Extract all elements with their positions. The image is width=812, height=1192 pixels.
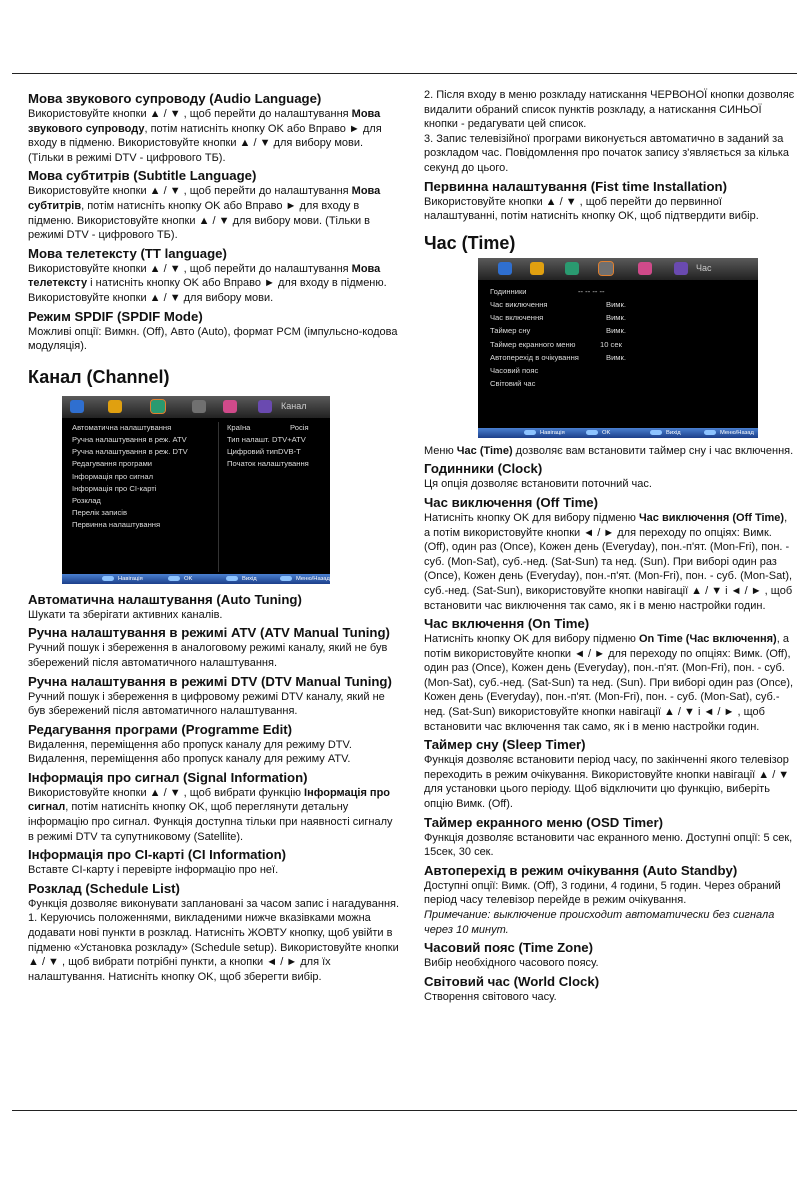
time-menu-screenshot xyxy=(478,258,758,438)
auto-standby-heading: Автоперехід в режим очікування (Auto Standby) xyxy=(424,862,738,878)
menu-title: Канал xyxy=(281,400,307,411)
on-time-heading: Час включення (On Time) xyxy=(424,616,590,632)
signal-info-text: Використовуйте кнопки ▲ / ▼ , щоб вибрати функцію Інформація про сигнал, потім натисніть кнопку OK, щоб переглянути детальну інформацію про сигнал. Функція доступна тільки при наявності сигналу в режимі DTV та супутниковому (Satellite). xyxy=(28,786,393,843)
auto-tuning-heading: Автоматична налаштування (Auto Tuning) xyxy=(28,591,302,607)
menu-item: Первинна налаштування xyxy=(72,519,161,529)
spdif-heading: Режим SPDIF (SPDIF Mode) xyxy=(28,308,203,324)
channel-icon xyxy=(151,400,165,413)
channel-heading: Канал (Channel) xyxy=(28,366,170,387)
schedule-text: Функція дозволяє виконувати заплановані за часом запис і нагадування. xyxy=(28,897,400,910)
programme-edit-heading: Редагування програми (Programme Edit) xyxy=(28,721,293,737)
schedule-text-3: 3. Запис телевізійної програми виконується автоматично в заданий за розкладом час. Повідомлення про початок запису з'являється за кілька секунд до цього. xyxy=(424,132,790,174)
world-clock-text: Створення світового часу. xyxy=(424,990,557,1003)
menu-item: Часовий пояс xyxy=(490,365,539,375)
audio-language-text: Використовуйте кнопки ▲ / ▼ , щоб перейти до налаштування Мова звукового супроводу, потім натисніть кнопку OK або Вправо ► для входу в підменю. Використовуйте кнопки ▲ / ▼ для вибору мови. (Тільки в режимі DTV - цифрового ТБ). xyxy=(28,108,382,164)
clock-text: Ця опція дозволяє встановити поточний час. xyxy=(424,478,652,491)
atv-tuning-text: Ручний пошук і збереження в аналоговому режимі каналу, який не був збережений після автоматичного налаштування. xyxy=(28,642,388,669)
time-heading: Час (Time) xyxy=(424,232,516,253)
subtitle-language-heading: Мова субтитрів (Subtitle Language) xyxy=(28,168,257,184)
off-time-text: Натисніть кнопку OK для вибору підменю Час виключення (Off Time), а потім використовуйте кнопки ◄ / ► для переходу по опціях: Вимк. (Off), один раз (Once), Кожен день (Everyday), пон.-п'ят. (Mon-Fri), пон. - суб. (Mon-Sat), суб.-нед. (Sat-Sun) та нед. (Sun). При виборі один раз (Once), Кожен день (Everyday), пон.-п'ят. (Mon-Fri), пон. - суб. (Mon-Sat), суб.-нед. (Sat-Sun), використовуйте кнопки навігації ▲ / ▼ і ◄ / ► , щоб встановити час виключення так само, як і в меню настройки годин. xyxy=(424,511,793,612)
tv-icon xyxy=(70,400,84,413)
time-menu-text: Меню Час (Time) дозволяє вам встановити таймер сну і час включення. xyxy=(424,444,794,457)
menu-value: -- -- -- -- xyxy=(578,286,605,296)
menu-item: Таймер сну xyxy=(490,325,531,335)
tt-language-heading: Мова телетексту (TT language) xyxy=(28,245,227,261)
nav-label: Навігація xyxy=(102,574,143,584)
setup-icon xyxy=(674,262,688,275)
auto-tuning-text: Шукати та зберігати активних каналів. xyxy=(28,608,223,621)
menu-item: Час виключення xyxy=(490,299,548,309)
menu-nav-bar xyxy=(478,428,758,438)
ok-label: OK xyxy=(168,574,192,584)
sleep-timer-text: Функція дозволяє встановити період часу, по закінченні якого телевізор переходить в режим очікування. Використовуйте кнопки навігації ▲ / ▼ для установки цього періоду. Щоб відключити цю функцію, виберіть опцію Вимк. (Off). xyxy=(424,754,790,811)
menu-item: Таймер екранного меню xyxy=(490,339,576,349)
off-time-heading: Час виключення (Off Time) xyxy=(424,494,599,510)
spdif-text: Можливі опції: Вимкн. (Off), Авто (Auto), формат PCM (імпульсно-кодова модуляція). xyxy=(28,325,398,353)
menu-item: Світовий час xyxy=(490,378,536,388)
menu-setting-value: Росія xyxy=(290,422,309,432)
menu-icon-bar xyxy=(62,396,330,418)
schedule-heading: Розклад (Schedule List) xyxy=(28,880,180,896)
menu-title: Час xyxy=(696,262,712,273)
menu-setting-label: Цифровий тип xyxy=(227,446,279,456)
right-column xyxy=(424,88,796,1004)
lock-icon xyxy=(223,400,237,413)
ci-info-heading: Інформація про CI-карті (CI Information) xyxy=(28,847,287,863)
menu-setting-label: Тип налашт. xyxy=(227,434,270,444)
menu-item: Інформація про сигнал xyxy=(72,471,154,481)
channel-menu-screenshot xyxy=(62,396,330,584)
audio-language-heading: Мова звукового супроводу (Audio Language) xyxy=(28,91,322,106)
time-icon xyxy=(192,400,206,413)
menu-value: 10 сек xyxy=(600,339,622,349)
menu-item: Час включення xyxy=(490,312,544,322)
setup-icon xyxy=(258,400,272,413)
menu-item: Годинники xyxy=(490,286,527,296)
top-rule xyxy=(12,73,797,74)
clock-heading: Годинники (Clock) xyxy=(424,461,543,477)
auto-standby-text: Доступні опції: Вимк. (Off), 3 години, 4 години, 5 годин. Через обраний період часу телевізор перейде в режим очікування. xyxy=(424,879,781,907)
back-label: Меню/Назад xyxy=(704,428,754,438)
world-clock-heading: Світовий час (World Clock) xyxy=(424,973,600,989)
schedule-text-1: 1. Керуючись положеннями, викладеними нижче вказівками можна додавати нові пункти в розклад. Натисніть ЖОВТУ кнопку, щоб увійти в підменю «Установка розкладу» (Schedule setup). Використовуйте кнопки ▲ / ▼ , щоб вибрати потрібні пункти, а кнопки ◄ / ► для їх налаштування. Натисніть кнопку OK, щоб зберегти вибір. xyxy=(28,912,399,983)
menu-item: Ручна налаштування в реж. ATV xyxy=(72,434,187,444)
ok-label: OK xyxy=(586,428,610,438)
ci-info-text: Вставте CI-карту і перевірте інформацію про неї. xyxy=(28,864,279,877)
menu-setting-value: DVB-T xyxy=(278,446,301,456)
signal-info-heading: Інформація про сигнал (Signal Information) xyxy=(28,769,308,785)
menu-item: Ручна налаштування в реж. DTV xyxy=(72,446,188,456)
first-install-text: Використовуйте кнопки ▲ / ▼ , щоб перейти до первинної налаштуванні, потім натисніть кнопку OK, щоб підтвердити вибір. xyxy=(424,195,759,223)
left-column xyxy=(28,88,400,984)
sound-icon xyxy=(108,400,122,413)
sound-icon xyxy=(530,262,544,275)
menu-item: Розклад xyxy=(72,495,101,505)
on-time-text: Натисніть кнопку OK для вибору підменю On Time (Час включення), а потім використовуйте кнопки ◄ / ► для переходу по опціях: Вимк. (Off), один раз (Once), Кожен день (Everyday), пон.-п'ят. (Mon-Fri), пон. - суб. (Mon-Sat), суб.-нед. (Sat-Sun) та нед. (Sun). При виборі один раз (Once), Кожен день (Everyday), пон.-п'ят. (Mon-Fri), пон. - суб. (Mon-Sat), суб.-нед. (Sat-Sun) використовуйте кнопки навігації ▲ / ▼ і ◄ / ► , щоб встановити час включення так само, як і в меню настройки годин. xyxy=(424,633,794,733)
time-zone-heading: Часовий пояс (Time Zone) xyxy=(424,940,594,956)
back-label: Меню/Назад xyxy=(280,574,330,584)
menu-item: Редагування програми xyxy=(72,458,153,468)
time-icon xyxy=(599,262,613,275)
lock-icon xyxy=(638,262,652,275)
programme-edit-text: Видалення, переміщення або пропуск каналу для режиму DTV. Видалення, переміщення або пропуск каналу для режиму ATV. xyxy=(28,738,352,766)
dtv-tuning-heading: Ручна налаштування в режимі DTV (DTV Manual Tuning) xyxy=(28,673,392,689)
dtv-tuning-text: Ручний пошук і збереження в цифровому режимі DTV каналу, який не був збережений після автоматичного налаштування. xyxy=(28,690,385,718)
menu-value: Вимк. xyxy=(606,352,626,362)
tt-language-text: Використовуйте кнопки ▲ / ▼ , щоб перейти до налаштування Мова телетексту і натисніть кнопку OK або Вправо ► для входу в підменю. Використовуйте кнопки ▲ / ▼ для вибору мови. xyxy=(28,262,387,304)
menu-value: Вимк. xyxy=(606,312,626,322)
time-zone-text: Вибір необхідного часового поясу. xyxy=(424,957,599,970)
menu-divider xyxy=(218,422,219,572)
schedule-text-2: 2. Після входу в меню розкладу натискання ЧЕРВОНОЇ кнопки дозволяє видалити обраний список пунктів розкладу, а натискання СИНЬОЇ кнопки - редагувати цей список. xyxy=(424,89,795,131)
channel-icon xyxy=(565,262,579,275)
menu-setting-label: Країна xyxy=(227,422,251,432)
menu-value: Вимк. xyxy=(606,299,626,309)
menu-setting-label: Початок налаштування xyxy=(227,458,309,468)
subtitle-language-text: Використовуйте кнопки ▲ / ▼ , щоб перейти до налаштування Мова субтитрів, потім натисніть кнопку OK або Вправо ► для входу в підменю. Використовуйте кнопки ▲ / ▼ для вибору мови. (Тільки в режимі DTV - цифрового ТБ). xyxy=(28,185,381,242)
menu-item: Перелік записів xyxy=(72,507,128,517)
tv-icon xyxy=(498,262,512,275)
osd-timer-heading: Таймер екранного меню (OSD Timer) xyxy=(424,814,664,830)
nav-label: Навігація xyxy=(524,428,565,438)
menu-icon-bar xyxy=(478,258,758,280)
exit-label: Вихід xyxy=(226,574,257,584)
sleep-timer-heading: Таймер сну (Sleep Timer) xyxy=(424,737,586,753)
menu-item: Автоперехід в очікування xyxy=(490,352,579,362)
auto-standby-note: Примечание: выключение происходит автоматически без сигнала через 10 минут. xyxy=(424,909,775,936)
first-install-heading: Первинна налаштування (Fist time Installation) xyxy=(424,178,727,194)
menu-item: Інформація про CI-карті xyxy=(72,483,157,493)
menu-setting-value: DTV+ATV xyxy=(272,434,306,444)
exit-label: Вихід xyxy=(650,428,681,438)
atv-tuning-heading: Ручна налаштування в режимі ATV (ATV Manual Tuning) xyxy=(28,625,390,641)
bottom-rule xyxy=(12,1110,797,1111)
menu-value: Вимк. xyxy=(606,325,626,335)
menu-item: Автоматична налаштування xyxy=(72,422,172,432)
menu-nav-bar xyxy=(62,574,330,584)
osd-timer-text: Функція дозволяє встановити час екранного меню. Доступні опції: 5 сек, 15сек, 30 сек. xyxy=(424,831,793,859)
